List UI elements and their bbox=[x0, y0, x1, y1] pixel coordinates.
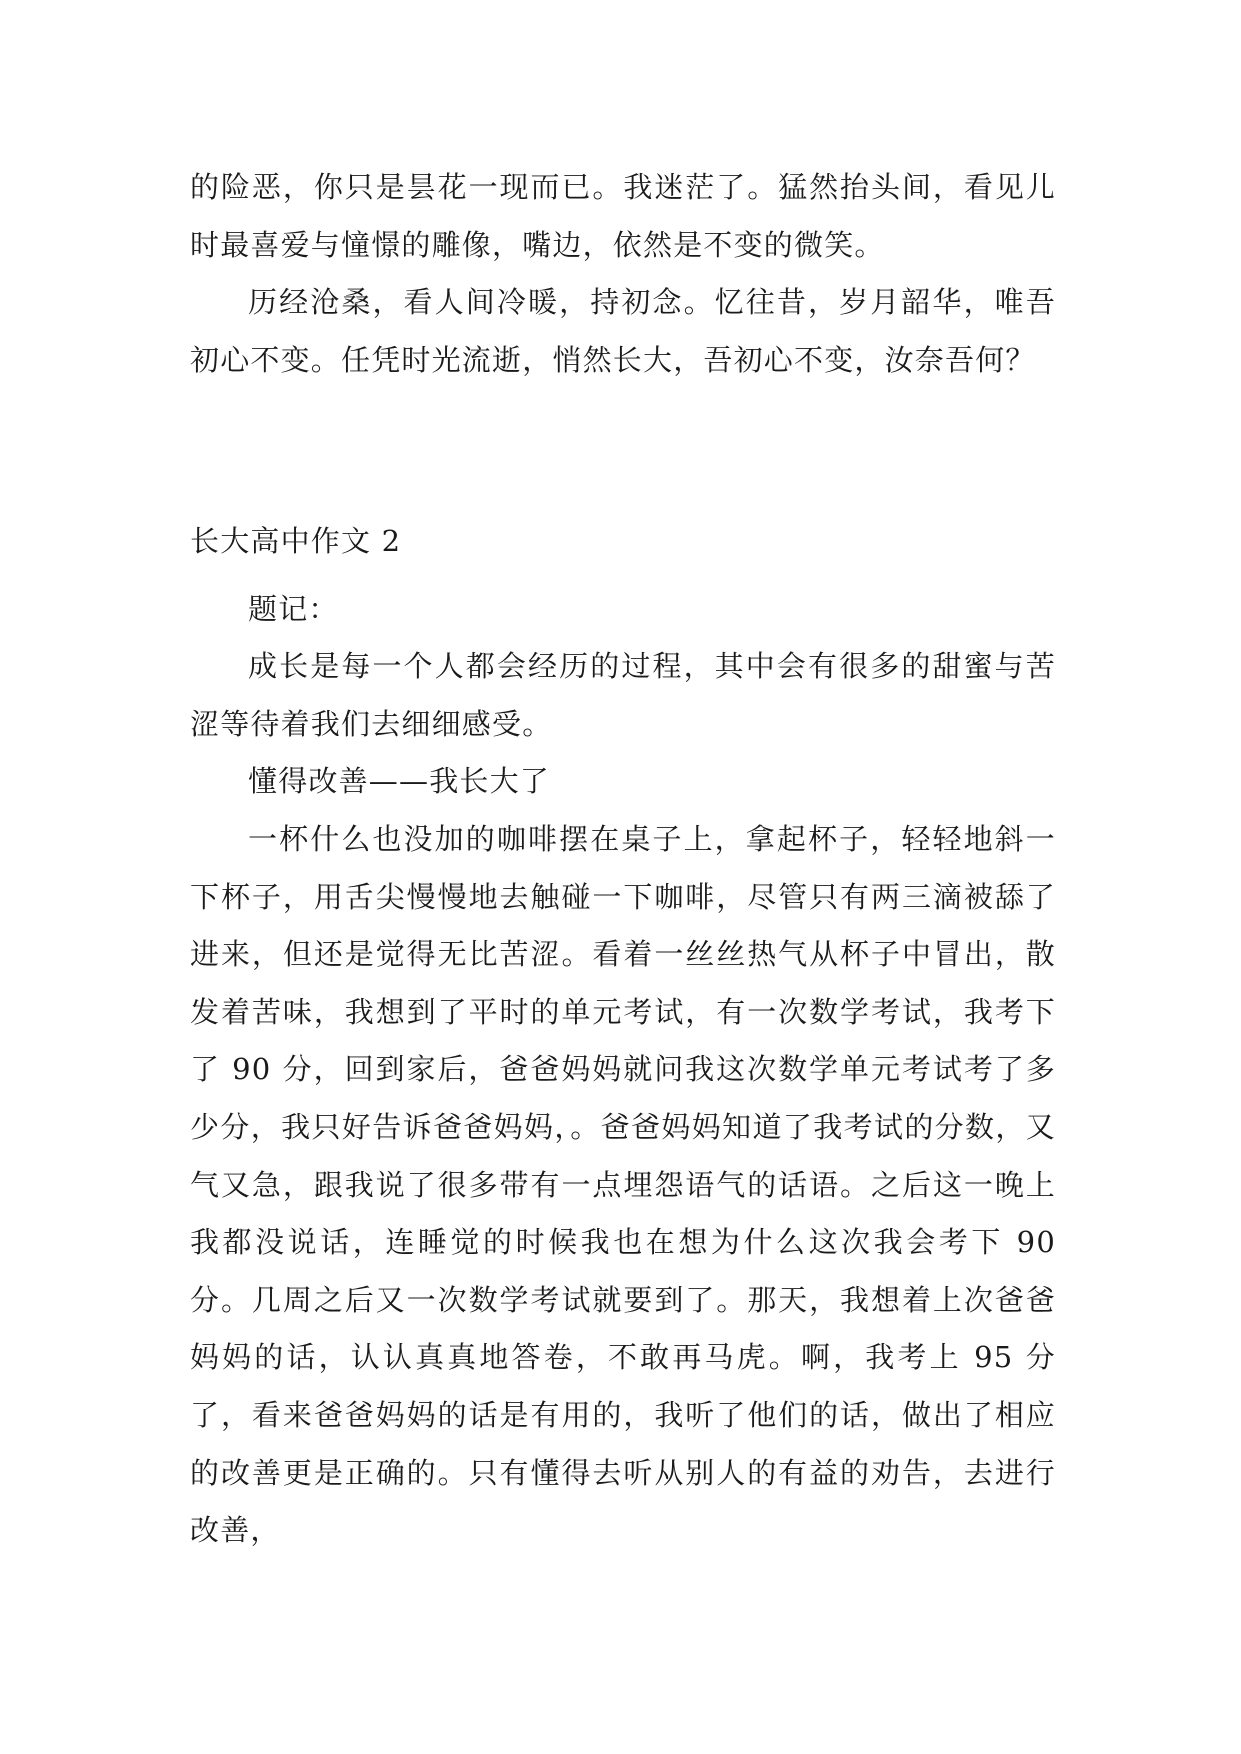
paragraph-continuation: 的险恶，你只是昙花一现而已。我迷茫了。猛然抬头间，看见儿时最喜爱与憧憬的雕像，嘴边，依然是不变的微笑。 bbox=[190, 170, 1056, 262]
paragraph-conclusion: 历经沧桑，看人间冷暖，持初念。忆往昔，岁月韶华，唯吾初心不变。任凭时光流逝，悄然长大，吾初心不变，汝奈吾何？ bbox=[190, 285, 1056, 377]
essay-section-2 bbox=[190, 513, 1056, 1560]
paragraph-body: 一杯什么也没加的咖啡摆在桌子上，拿起杯子，轻轻地斜一下杯子，用舌尖慢慢地去触碰一下咖啡，尽管只有两三滴被舔了进来，但还是觉得无比苦涩。看着一丝丝热气从杯子中冒出，散发着苦味，我想到了平时的单元考试，有一次数学考试，我考下了 90 分，回到家后，爸爸妈妈就问我这次数学单元考试考了多少分，我只好告诉爸爸妈妈，。爸爸妈妈知道了我考试的分数，又气又急，跟我说了很多带有一点埋怨语气的话语。之后这一晚上我都没说话，连睡觉的时候我也在想为什么这次我会考下 90 分。几周之后又一次数学考试就要到了。那天，我想着上次爸爸妈妈的话，认认真真地答卷，不敢再马虎。啊，我考上 95 分了，看来爸爸妈妈的话是有用的，我听了他们的话，做出了相应的改善更是正确的。只有懂得去听从别人的有益的劝告，去进行改善， bbox=[190, 821, 1056, 1548]
essay-title: 长大高中作文 2 bbox=[190, 524, 402, 558]
paragraph-preface: 成长是每一个人都会经历的过程，其中会有很多的甜蜜与苦涩等待着我们去细细感受。 bbox=[190, 649, 1056, 741]
paragraph-subheading: 懂得改善——我长大了 bbox=[248, 764, 551, 799]
paragraph-preface-label: 题记： bbox=[248, 591, 339, 626]
essay-section-1 bbox=[190, 159, 1056, 389]
